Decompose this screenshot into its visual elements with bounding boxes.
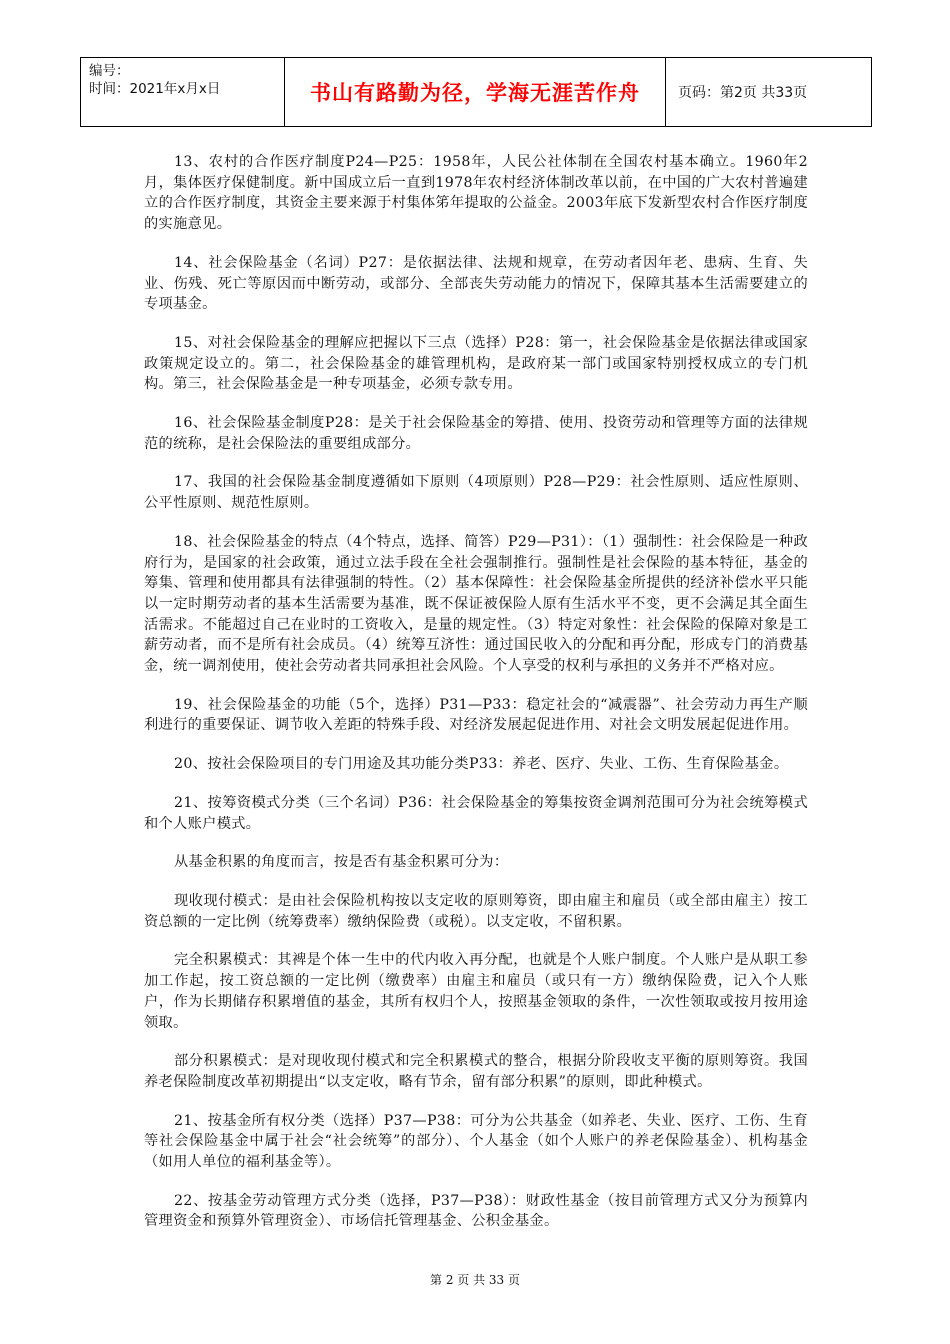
paragraph-13: 13、农村的合作医疗制度P24—P25：1958年，人民公社体制在全国农村基本确立。1960年2月，集体医疗保健制度。新中国成立后一直到1978年农村经济体制改革以前，在中国的广大农村普遍建立的合作医疗制度，其资金主要来源于村集体笫年提取的公益金。2003年底下发新型农村合作医疗制度的实施意见。 [144,154,808,233]
header-meta [80,58,284,126]
document-body [144,152,808,1250]
paragraph-accumulation-intro: 从基金积累的角度而言，按是否有基金积累可分为： [174,854,509,871]
page-header [80,57,872,127]
paragraph-full-accumulation: 完全积累模式：其裨是个体一生中的代内收入再分配，也就是个人账户制度。个人账户是从职工参加工作起，按工资总额的一定比例（缴费率）由雇主和雇员（或只有一方）缴纳保险费，记入个人账户，作为长期储存积累增值的基金，其所有权归个人，按照基金领取的条件，一次性领取或按月按用途领取。 [144,952,808,1031]
header-motto [284,58,665,126]
date-label: 时间：2021年x月x日 [89,81,221,97]
motto-text: 书山有路勤为径，学海无涯苦作舟 [310,81,640,105]
page-code-text: 页码：第2页 共33页 [678,85,808,101]
page-footer [0,1271,950,1288]
paragraph-19: 19、社会保险基金的功能（5个，选择）P31—P33：稳定社会的“减震器”、社会劳动力再生产顺利进行的重要保证、调节收入差距的特殊手段、对经济发展起促进作用、对社会文明发展起促进作用。 [144,696,808,734]
paragraph-21b: 21、按基金所有权分类（选择）P37—P38：可分为公共基金（如养老、失业、医疗、工伤、生育等社会保险基金中属于社会“社会统筹”的部分）、个人基金（如个人账户的养老保险基金）、机构基金（如用人单位的福利基金等）。 [144,1112,808,1171]
footer-page-number: 第 2 页 共 33 页 [430,1273,520,1287]
paragraph-22: 22、按基金劳动管理方式分类（选择，P37—P38）：财政性基金（按目前管理方式又分为预算内管理资金和预算外管理资金）、市场信托管理基金、公积金基金。 [144,1192,808,1230]
paragraph-17: 17、我国的社会保险基金制度遵循如下原则（4项原则）P28—P29：社会性原则、适应性原则、公平性原则、规范性原则。 [144,474,808,512]
number-label: 编号： [89,63,130,79]
paragraph-20: 20、按社会保险项目的专门用途及其功能分类P33：养老、医疗、失业、工伤、生育保险基金。 [174,756,789,773]
paragraph-15: 15、对社会保险基金的理解应把握以下三点（选择）P28：第一，社会保险基金是依据法律或国家政策规定设立的。第二，社会保险基金的雄管理机构，是政府某一部门或国家特别授权成立的专门机构。第三，社会保险基金是一种专项基金，必须专款专用。 [144,334,808,393]
paragraph-partial-accumulation: 部分积累模式：是对现收现付模式和完全积累模式的整合，根据分阶段收支平衡的原则筹资。我国养老保险制度改革初期提出“以支定收，略有节余，留有部分积累”的原则，即此种模式。 [144,1053,808,1090]
header-page-code [665,58,872,126]
paragraph-16: 16、社会保险基金制度P28：是关于社会保险基金的筹措、使用、投资劳动和管理等方面的法律规范的统称，是社会保险法的重要组成部分。 [144,415,808,452]
paragraph-14: 14、社会保险基金（名词）P27：是依据法律、法规和规章，在劳动者因年老、患病、生育、失业、伤残、死亡等原因而中断劳动，或部分、全部丧失劳动能力的情况下，保障其基本生活需要建立的专项基金。 [144,254,808,313]
paragraph-21a: 21、按筹资模式分类（三个名词）P36：社会保险基金的筹集按资金调剂范围可分为社会统筹模式和个人账户模式。 [144,794,808,832]
paragraph-paygo-mode: 现收现付模式：是由社会保险机构按以支定收的原则筹资，即由雇主和雇员（或全部由雇主）按工资总额的一定比例（统筹费率）缴纳保险费（或税）。以支定收，不留积累。 [144,892,808,930]
paragraph-18: 18、社会保险基金的特点（4个特点，选择、简答）P29—P31）：（1）强制性：社会保险是一种政府行为，是国家的社会政策，通过立法手段在全社会强制推行。强制性是社会保险的基本特征，基金的筹集、管理和使用都具有法律强制的特性。（2）基本保障性：社会保险基金所提供的经济补偿水平只能以一定时期劳动者的基本生活需要为基准，既不保证被保险人原有生活水平不变，更不会满足其全面生活需求。不能超过自己在业时的工资收入，是量的规定性。（3）特定对象性：社会保险的保障对象是工薪劳动者，而不是所有社会成员。（4）统筹互济性：通过国民收入的分配和再分配，形成专门的消费基金，统一调剂使用，使社会劳动者共同承担社会风险。个人享受的权利与承担的义务并不严格对应。 [144,533,808,675]
